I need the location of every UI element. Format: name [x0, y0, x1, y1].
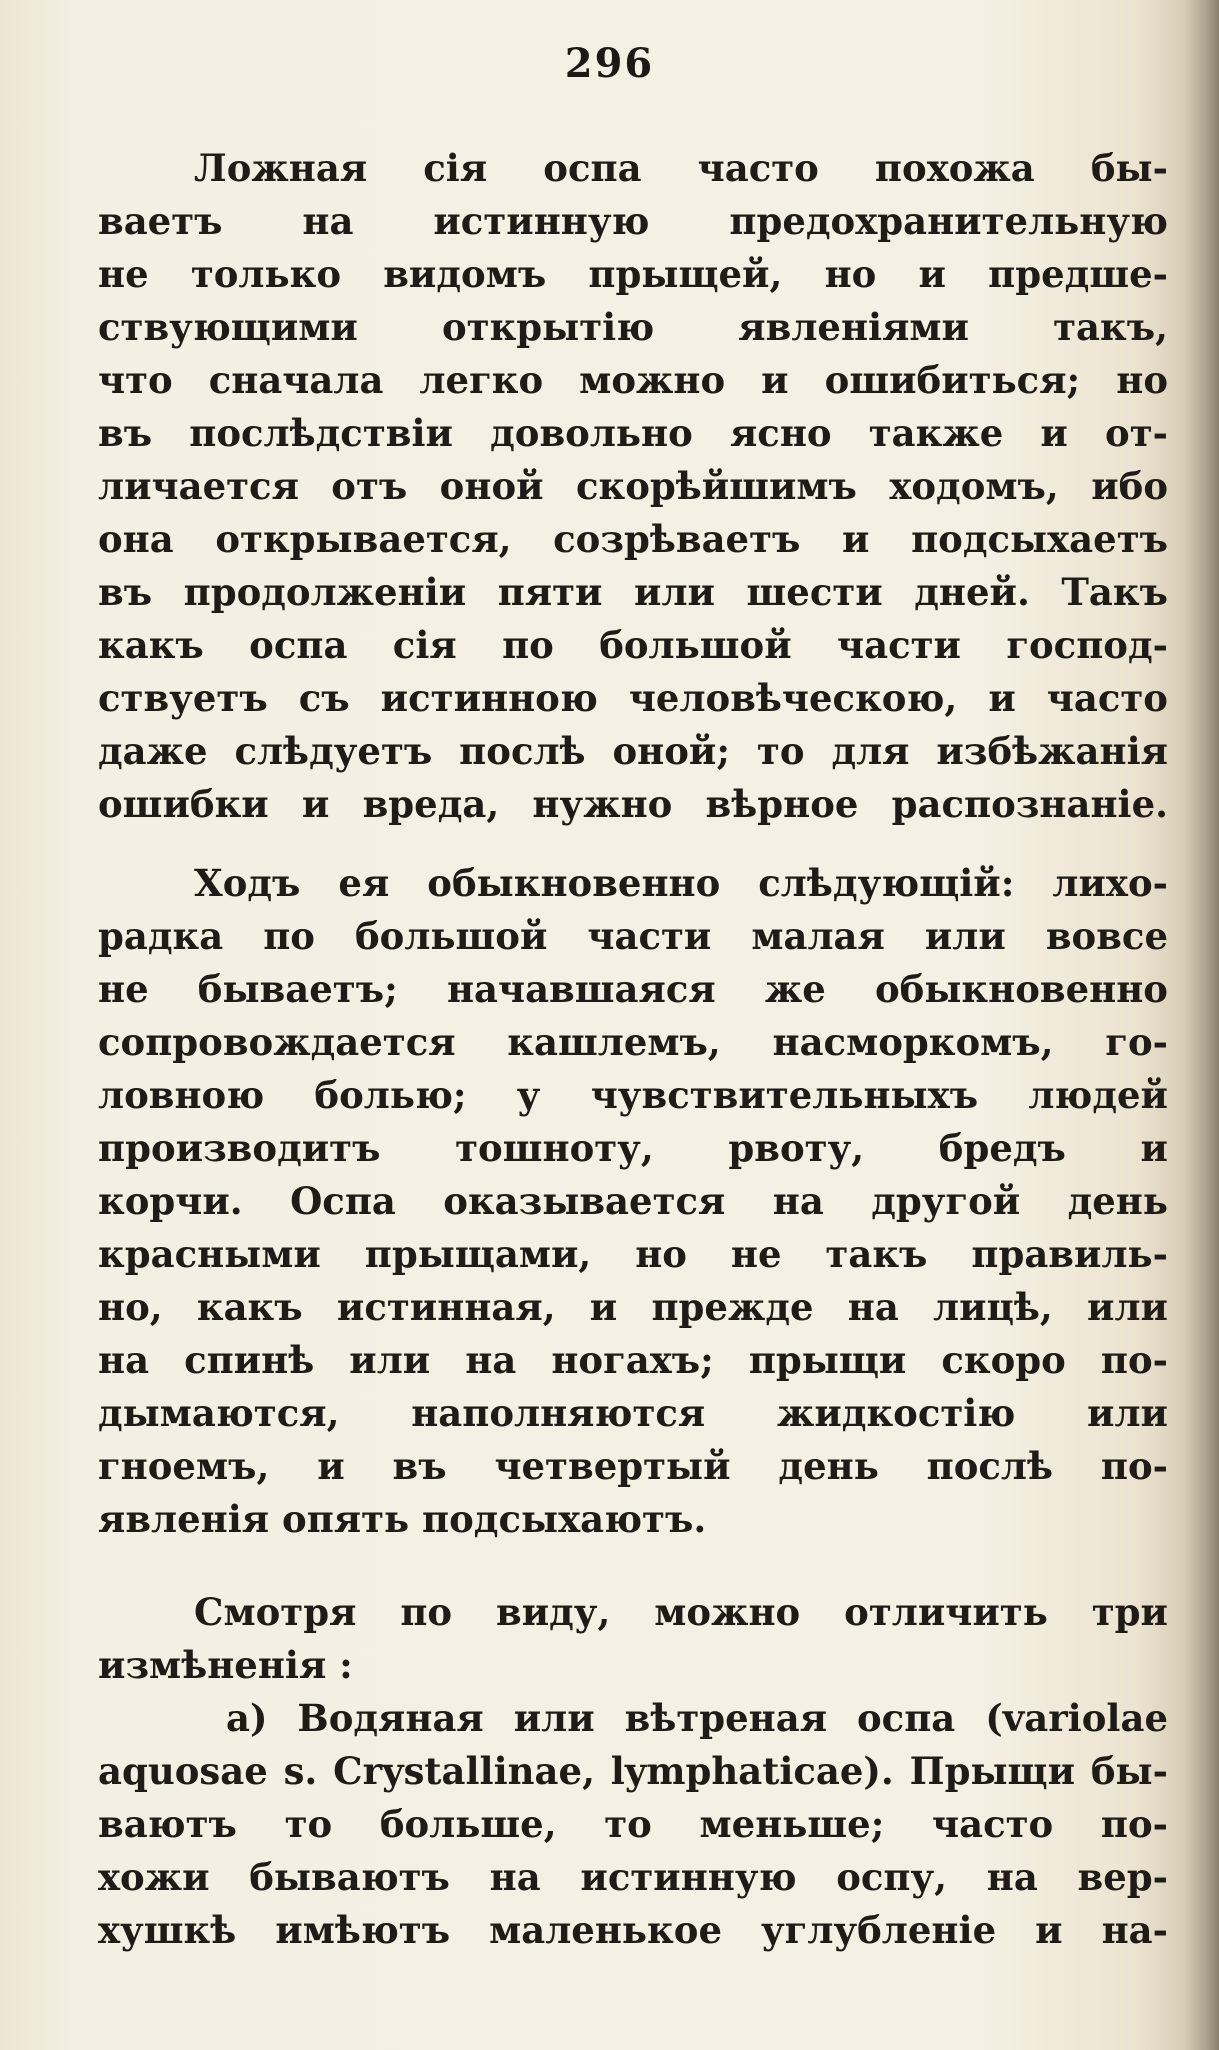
- page-number: 296: [564, 40, 655, 87]
- text-line: она открывается, созрѣваетъ и подсыхаетъ: [98, 517, 1168, 561]
- text-line: ваютъ то больше, то меньше; часто по-: [98, 1802, 1168, 1846]
- text-line: въ послѣдствіи довольно ясно также и от-: [98, 411, 1168, 455]
- text-line: aquosae s. Crystallinae, lymphaticae). Прыщи бы-: [98, 1749, 1168, 1793]
- text-line: личается отъ оной скорѣйшимъ ходомъ, ибо: [98, 464, 1168, 508]
- paragraph-gap: [98, 831, 1168, 857]
- text-line: ловною болью; у чувствительныхъ людей: [98, 1073, 1168, 1117]
- text-line: въ продолженіи пяти или шести дней. Такъ: [98, 570, 1168, 614]
- text-line: Ходъ ея обыкновенно слѣдующій: лихо-: [194, 861, 1168, 905]
- paragraph-1: [98, 142, 1168, 831]
- text-line: гноемъ, и въ четвертый день послѣ по-: [98, 1444, 1168, 1488]
- text-line: ошибки и вреда, нужно вѣрное распознаніе.: [98, 782, 1168, 826]
- paragraph-4: [98, 1692, 1168, 1957]
- text-line: ствуетъ съ истинною человѣческою, и часто: [98, 676, 1168, 720]
- text-line: корчи. Оспа оказывается на другой день: [98, 1179, 1168, 1223]
- text-line: не бываетъ; начавшаяся же обыкновенно: [98, 967, 1168, 1011]
- text-line: какъ оспа сія по большой части господ-: [98, 623, 1168, 667]
- page-text: [98, 142, 1168, 1957]
- text-line: даже слѣдуетъ послѣ оной; то для избѣжанія: [98, 729, 1168, 773]
- text-line: но, какъ истинная, и прежде на лицѣ, или: [98, 1285, 1168, 1329]
- text-line: измѣненія :: [98, 1643, 353, 1687]
- text-line: красными прыщами, но не такъ правиль-: [98, 1232, 1168, 1276]
- text-line: Ложная сія оспа часто похожа бы-: [194, 146, 1168, 190]
- text-line: что сначала легко можно и ошибиться; но: [98, 358, 1168, 402]
- paragraph-2: [98, 857, 1168, 1546]
- paragraph-gap: [98, 1546, 1168, 1586]
- text-line: ствующими открытію явленіями такъ,: [98, 305, 1168, 349]
- text-line: хожи бываютъ на истинную оспу, на вер-: [98, 1855, 1168, 1899]
- text-line: сопровождается кашлемъ, насморкомъ, го-: [98, 1020, 1168, 1064]
- text-line: дымаются, наполняются жидкостію или: [98, 1391, 1168, 1435]
- text-line: Смотря по виду, можно отличить три: [194, 1590, 1168, 1634]
- spine-shadow: [1185, 0, 1219, 2050]
- text-line: не только видомъ прыщей, но и предше-: [98, 252, 1168, 296]
- text-line: производитъ тошноту, рвоту, бредъ и: [98, 1126, 1168, 1170]
- paragraph-3: [98, 1586, 1168, 1692]
- text-line: на спинѣ или на ногахъ; прыщи скоро по-: [98, 1338, 1168, 1382]
- text-line: явленія опять подсыхаютъ.: [98, 1497, 707, 1541]
- text-line: ваетъ на истинную предохранительную: [98, 199, 1168, 243]
- text-line: радка по большой части малая или вовсе: [98, 914, 1168, 958]
- text-line: хушкѣ имѣютъ маленькое углубленіе и на-: [98, 1908, 1168, 1952]
- text-line: а) Водяная или вѣтреная оспа (variolae: [226, 1696, 1168, 1740]
